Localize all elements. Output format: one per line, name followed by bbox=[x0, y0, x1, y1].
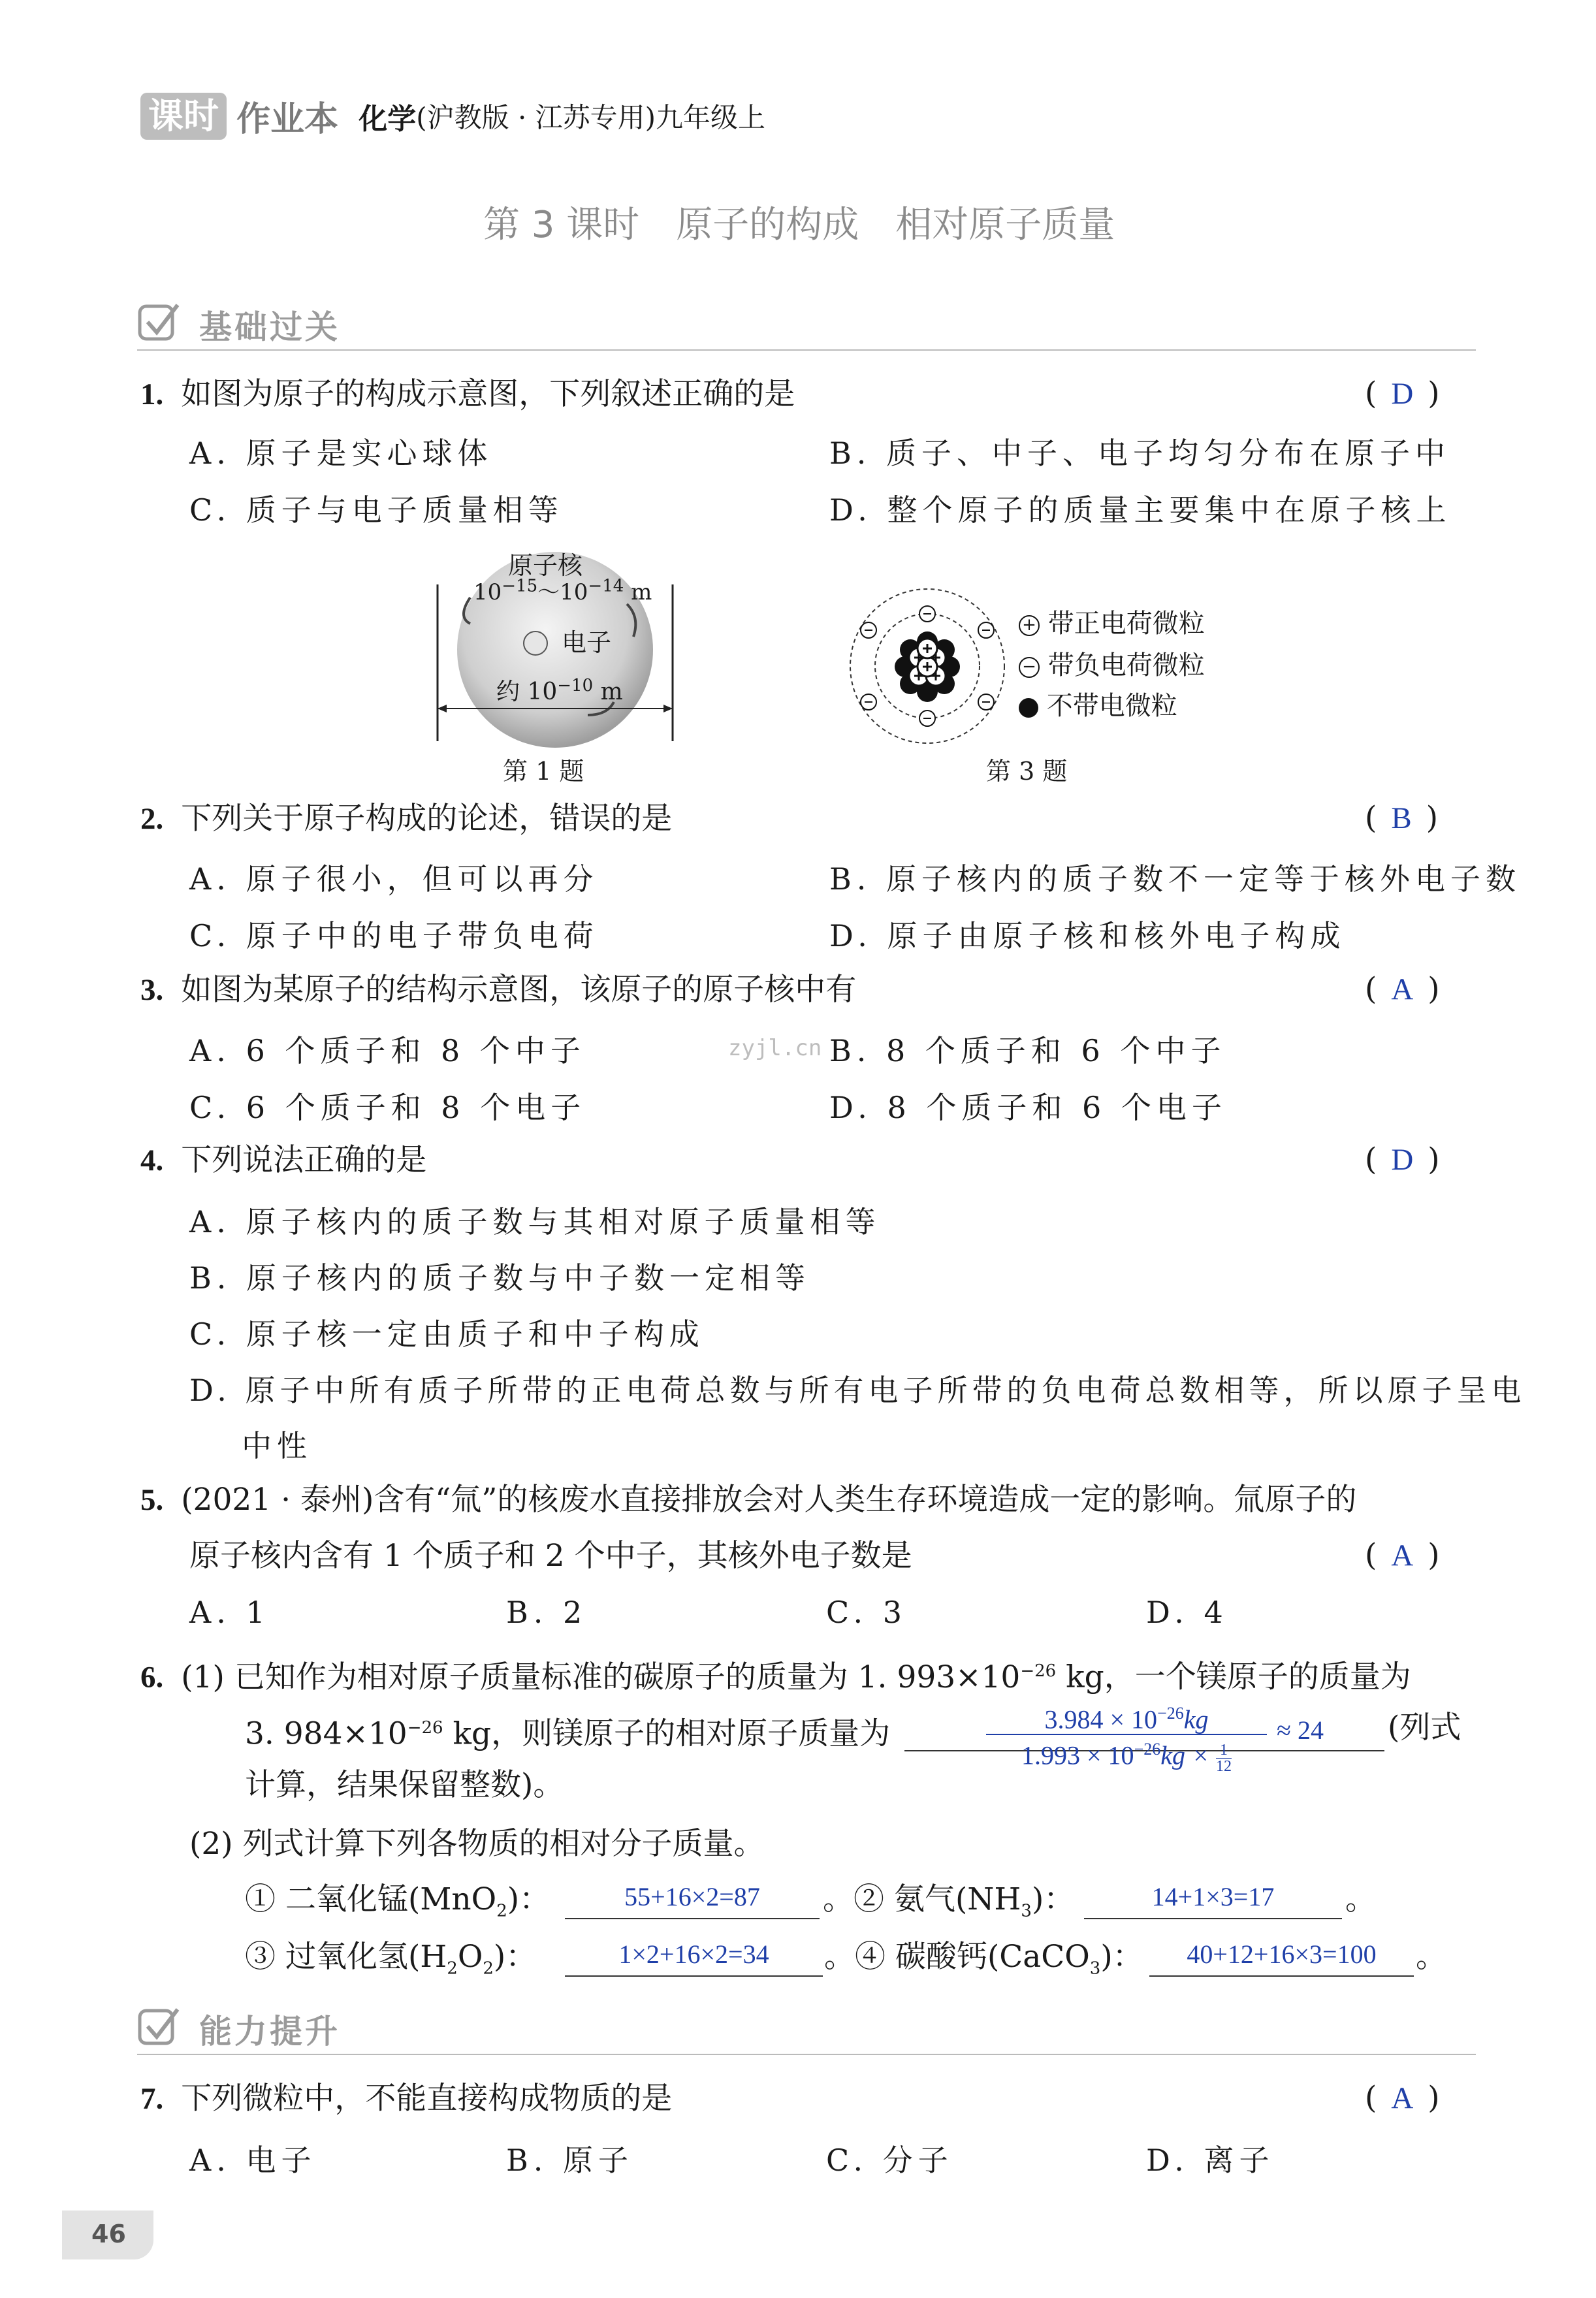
legend-negative-label: 带负电荷微粒 bbox=[1047, 650, 1205, 680]
answer-2: ( B ) bbox=[1365, 800, 1439, 836]
fraction-small bbox=[1216, 1742, 1232, 1774]
question-1 bbox=[140, 375, 795, 413]
fraction-num-value: 3.984 × 10 bbox=[1044, 1704, 1158, 1734]
fraction-den-exp: −26 bbox=[1134, 1740, 1161, 1759]
answer-3: ( A ) bbox=[1365, 971, 1440, 1007]
atom-size-base: 约 10 bbox=[496, 678, 558, 705]
figure-3-caption: 第 3 题 bbox=[986, 757, 1068, 786]
lesson-title: 第 3 课时 原子的构成 相对原子质量 bbox=[483, 204, 1115, 246]
legend-neutral-label: 不带电微粒 bbox=[1046, 691, 1177, 721]
logo-subtitle: 作业本 bbox=[236, 100, 339, 139]
fraction-small-num: 1 bbox=[1216, 1742, 1232, 1759]
fraction-result: ≈ 24 bbox=[1277, 1716, 1324, 1745]
atom-size-unit: m bbox=[593, 678, 623, 705]
question-2 bbox=[140, 800, 672, 838]
q6-item-3-sub2: 2 bbox=[483, 1958, 494, 1979]
question-7 bbox=[140, 2080, 672, 2118]
q2-option-d: D. 原子由原子核和核外电子构成 bbox=[829, 918, 1346, 953]
legend-positive-label: 带正电荷微粒 bbox=[1047, 609, 1205, 639]
page-number-text: 46 bbox=[91, 2220, 126, 2248]
question-number: 6. bbox=[140, 1660, 164, 1695]
nucleus-size-tilde: ～10 bbox=[537, 579, 588, 605]
question-5-line2: 原子核内含有 1 个质子和 2 个中子，其核外电子数是 bbox=[189, 1538, 912, 1574]
q4-option-d-cont: 中性 bbox=[242, 1428, 312, 1463]
q6-item-2-blank[interactable] bbox=[1084, 1877, 1342, 1919]
header-subject: 化学 bbox=[359, 102, 417, 136]
atom-size-exp: −10 bbox=[557, 676, 594, 695]
answer-letter: B bbox=[1391, 801, 1412, 835]
q6-part1-line2 bbox=[245, 1709, 890, 1753]
q3-option-d: D. 8 个质子和 6 个电子 bbox=[829, 1090, 1227, 1125]
answer-letter: A bbox=[1391, 1539, 1414, 1572]
q6-part1-line3: 计算，结果保留整数)。 bbox=[245, 1767, 564, 1803]
q2-option-b: B. 原子核内的质子数不一定等于核外电子数 bbox=[829, 861, 1522, 897]
q6-mg-mass: 3. 984×10 bbox=[245, 1716, 407, 1752]
q6-fraction bbox=[986, 1699, 1267, 1774]
watermark: zyjl.cn bbox=[728, 1035, 822, 1061]
fraction-small-den: 12 bbox=[1215, 1757, 1232, 1775]
question-text-line1: (2021 · 泰州)含有“氚”的核废水直接排放会对人类生存环境造成一定的影响。氚原子的 bbox=[181, 1482, 1357, 1518]
fraction-numerator bbox=[986, 1699, 1267, 1735]
answer-4: ( D ) bbox=[1365, 1141, 1440, 1177]
q6-item-2-close: )： bbox=[1031, 1881, 1075, 1917]
question-number: 4. bbox=[140, 1143, 164, 1177]
question-5 bbox=[140, 1481, 1356, 1519]
nucleus-size bbox=[473, 574, 652, 606]
q1-option-b: B. 质子、中子、电子均匀分布在原子中 bbox=[829, 436, 1451, 471]
logo-text: 课时 bbox=[148, 95, 219, 136]
answer-letter: A bbox=[1391, 972, 1414, 1006]
question-text: 如图为某原子的结构示意图，该原子的原子核中有 bbox=[181, 972, 857, 1008]
question-number: 3. bbox=[140, 973, 164, 1007]
plus-circle-icon: + bbox=[1019, 615, 1040, 636]
q6-item-3-label: ③ 过氧化氢(H bbox=[245, 1939, 447, 1975]
q6-item-2-sub: 3 bbox=[1021, 1901, 1032, 1921]
q6-part1-line1: (1) 已知作为相对原子质量标准的碳原子的质量为 1. 993×10 bbox=[181, 1659, 1021, 1695]
q6-item-2-label: 。② 氨气(NH bbox=[823, 1881, 1021, 1917]
q6-part1-line2c: (列式 bbox=[1388, 1710, 1461, 1746]
question-text: 下列关于原子构成的论述，错误的是 bbox=[181, 801, 673, 837]
legend-positive bbox=[1019, 603, 1205, 640]
question-number: 2. bbox=[140, 802, 164, 836]
q6-item-2-period: 。 bbox=[1345, 1881, 1376, 1917]
nucleus-size-base: 10 bbox=[473, 579, 502, 605]
q5-option-d: D. 4 bbox=[1146, 1595, 1228, 1630]
q6-part1-line1b: kg，一个镁原子的质量为 bbox=[1056, 1659, 1411, 1695]
atom-size bbox=[496, 673, 623, 707]
question-number: 7. bbox=[140, 2082, 164, 2116]
nucleus-label: 原子核 bbox=[508, 551, 583, 580]
q6-item-4-label: 。④ 碳酸钙(CaCO bbox=[824, 1939, 1090, 1975]
q6-part2: (2) 列式计算下列各物质的相对分子质量。 bbox=[189, 1826, 765, 1862]
section-basic bbox=[137, 297, 1476, 351]
q6-item-4-close: )： bbox=[1100, 1939, 1143, 1975]
q6-exp-a: −26 bbox=[1020, 1661, 1057, 1681]
q6-item-1-blank[interactable] bbox=[565, 1877, 820, 1919]
header bbox=[140, 91, 924, 144]
figure-1 bbox=[431, 545, 679, 767]
q7-option-a: A. 电子 bbox=[189, 2143, 317, 2178]
legend-neutral bbox=[1019, 685, 1177, 722]
question-4 bbox=[140, 1141, 426, 1179]
q2-option-a: A. 原子很小，但可以再分 bbox=[189, 861, 599, 897]
question-6 bbox=[140, 1652, 1411, 1697]
q6-exp-b: −26 bbox=[407, 1718, 443, 1738]
figure-1-caption: 第 1 题 bbox=[503, 757, 584, 786]
q6-item-1-answer: 55+16×2=87 bbox=[624, 1882, 760, 1911]
q6-item-4-answer: 40+12+16×3=100 bbox=[1187, 1939, 1377, 1969]
q6-item-4-period: 。 bbox=[1416, 1939, 1446, 1975]
answer-5: ( A ) bbox=[1365, 1537, 1440, 1573]
fraction-denominator bbox=[986, 1735, 1267, 1774]
q4-option-b: B. 原子核内的质子数与中子数一定相等 bbox=[189, 1260, 811, 1296]
legend-negative bbox=[1019, 645, 1205, 682]
question-number: 1. bbox=[140, 377, 164, 411]
answer-letter: D bbox=[1391, 1143, 1414, 1177]
question-text: 如图为原子的构成示意图，下列叙述正确的是 bbox=[181, 376, 795, 412]
question-3 bbox=[140, 971, 856, 1009]
answer-letter: A bbox=[1391, 2081, 1414, 2115]
fraction-num-exp: −26 bbox=[1157, 1704, 1184, 1723]
q6-item-1 bbox=[245, 1881, 550, 1930]
q6-item-1-sub: 2 bbox=[496, 1901, 507, 1921]
q6-item-2 bbox=[823, 1881, 1074, 1930]
filled-circle-icon bbox=[1019, 698, 1038, 718]
section-advanced-title: 能力提升 bbox=[199, 2013, 340, 2051]
nucleus-size-exp-b: −14 bbox=[588, 576, 624, 596]
q6-item-4-sub: 3 bbox=[1089, 1958, 1101, 1979]
electron-label: 电子 bbox=[562, 628, 612, 657]
q6-item-3-answer: 1×2+16×2=34 bbox=[618, 1939, 769, 1969]
q7-option-d: D. 离子 bbox=[1146, 2143, 1275, 2178]
q6-item-2-answer: 14+1×3=17 bbox=[1151, 1882, 1275, 1911]
page-number bbox=[62, 2210, 153, 2259]
atom-structure-diagram bbox=[842, 584, 1012, 748]
section-basic-title: 基础过关 bbox=[199, 308, 340, 346]
q1-option-a: A. 原子是实心球体 bbox=[189, 436, 493, 471]
q3-option-a: A. 6 个质子和 8 个中子 bbox=[189, 1033, 586, 1068]
q3-option-c: C. 6 个质子和 8 个电子 bbox=[189, 1090, 586, 1125]
figure-3 bbox=[842, 584, 1234, 748]
q6-item-3 bbox=[245, 1938, 536, 1987]
fraction-den-unit: kg × bbox=[1160, 1740, 1209, 1770]
q4-option-c: C. 原子核一定由质子和中子构成 bbox=[189, 1317, 705, 1352]
q6-item-4-blank[interactable] bbox=[1149, 1935, 1414, 1977]
logo-box bbox=[140, 93, 227, 140]
q5-option-c: C. 3 bbox=[826, 1595, 908, 1630]
q7-option-c: C. 分子 bbox=[826, 2143, 953, 2178]
answer-7: ( A ) bbox=[1365, 2080, 1440, 2116]
nucleus-size-unit: m bbox=[624, 579, 652, 605]
check-icon bbox=[137, 300, 183, 345]
header-grade: 九年级上 bbox=[656, 101, 766, 134]
fraction-num-unit: kg bbox=[1183, 1704, 1209, 1734]
q3-option-b: B. 8 个质子和 6 个中子 bbox=[829, 1033, 1226, 1068]
q6-item-1-label: ① 二氧化锰(MnO bbox=[245, 1881, 497, 1917]
q1-option-d: D. 整个原子的质量主要集中在原子核上 bbox=[829, 492, 1452, 528]
q6-item-3-sub1: 2 bbox=[447, 1958, 458, 1979]
q4-option-d: D. 原子中所有质子所带的正电荷总数与所有电子所带的负电荷总数相等，所以原子呈电 bbox=[189, 1373, 1526, 1408]
q5-option-b: B. 2 bbox=[506, 1595, 588, 1630]
q6-item-3-close: )： bbox=[493, 1939, 537, 1975]
check-icon bbox=[137, 2004, 183, 2050]
question-text: 下列微粒中，不能直接构成物质的是 bbox=[181, 2081, 673, 2116]
question-number: 5. bbox=[140, 1483, 164, 1517]
header-edition: (沪教版 · 江苏专用) bbox=[416, 101, 656, 134]
q6-item-3-mid: O bbox=[457, 1939, 483, 1975]
q6-item-4 bbox=[824, 1938, 1143, 1987]
q2-option-c: C. 原子中的电子带负电荷 bbox=[189, 918, 599, 953]
nucleus-size-exp-a: −15 bbox=[502, 576, 538, 596]
answer-1: ( D ) bbox=[1365, 375, 1440, 411]
question-text: 下列说法正确的是 bbox=[181, 1142, 427, 1178]
q5-option-a: A. 1 bbox=[189, 1595, 270, 1630]
q6-item-1-close: )： bbox=[507, 1881, 551, 1917]
q4-option-a: A. 原子核内的质子数与其相对原子质量相等 bbox=[189, 1204, 881, 1239]
minus-circle-icon: − bbox=[1019, 657, 1040, 678]
q6-mg-question: kg，则镁原子的相对原子质量为 bbox=[443, 1716, 891, 1752]
answer-letter: D bbox=[1391, 377, 1414, 411]
q6-item-3-blank[interactable] bbox=[565, 1935, 823, 1977]
section-advanced bbox=[137, 2002, 1476, 2055]
fraction-den-value: 1.993 × 10 bbox=[1021, 1740, 1134, 1770]
q7-option-b: B. 原子 bbox=[506, 2143, 634, 2178]
q1-option-c: C. 质子与电子质量相等 bbox=[189, 492, 564, 528]
